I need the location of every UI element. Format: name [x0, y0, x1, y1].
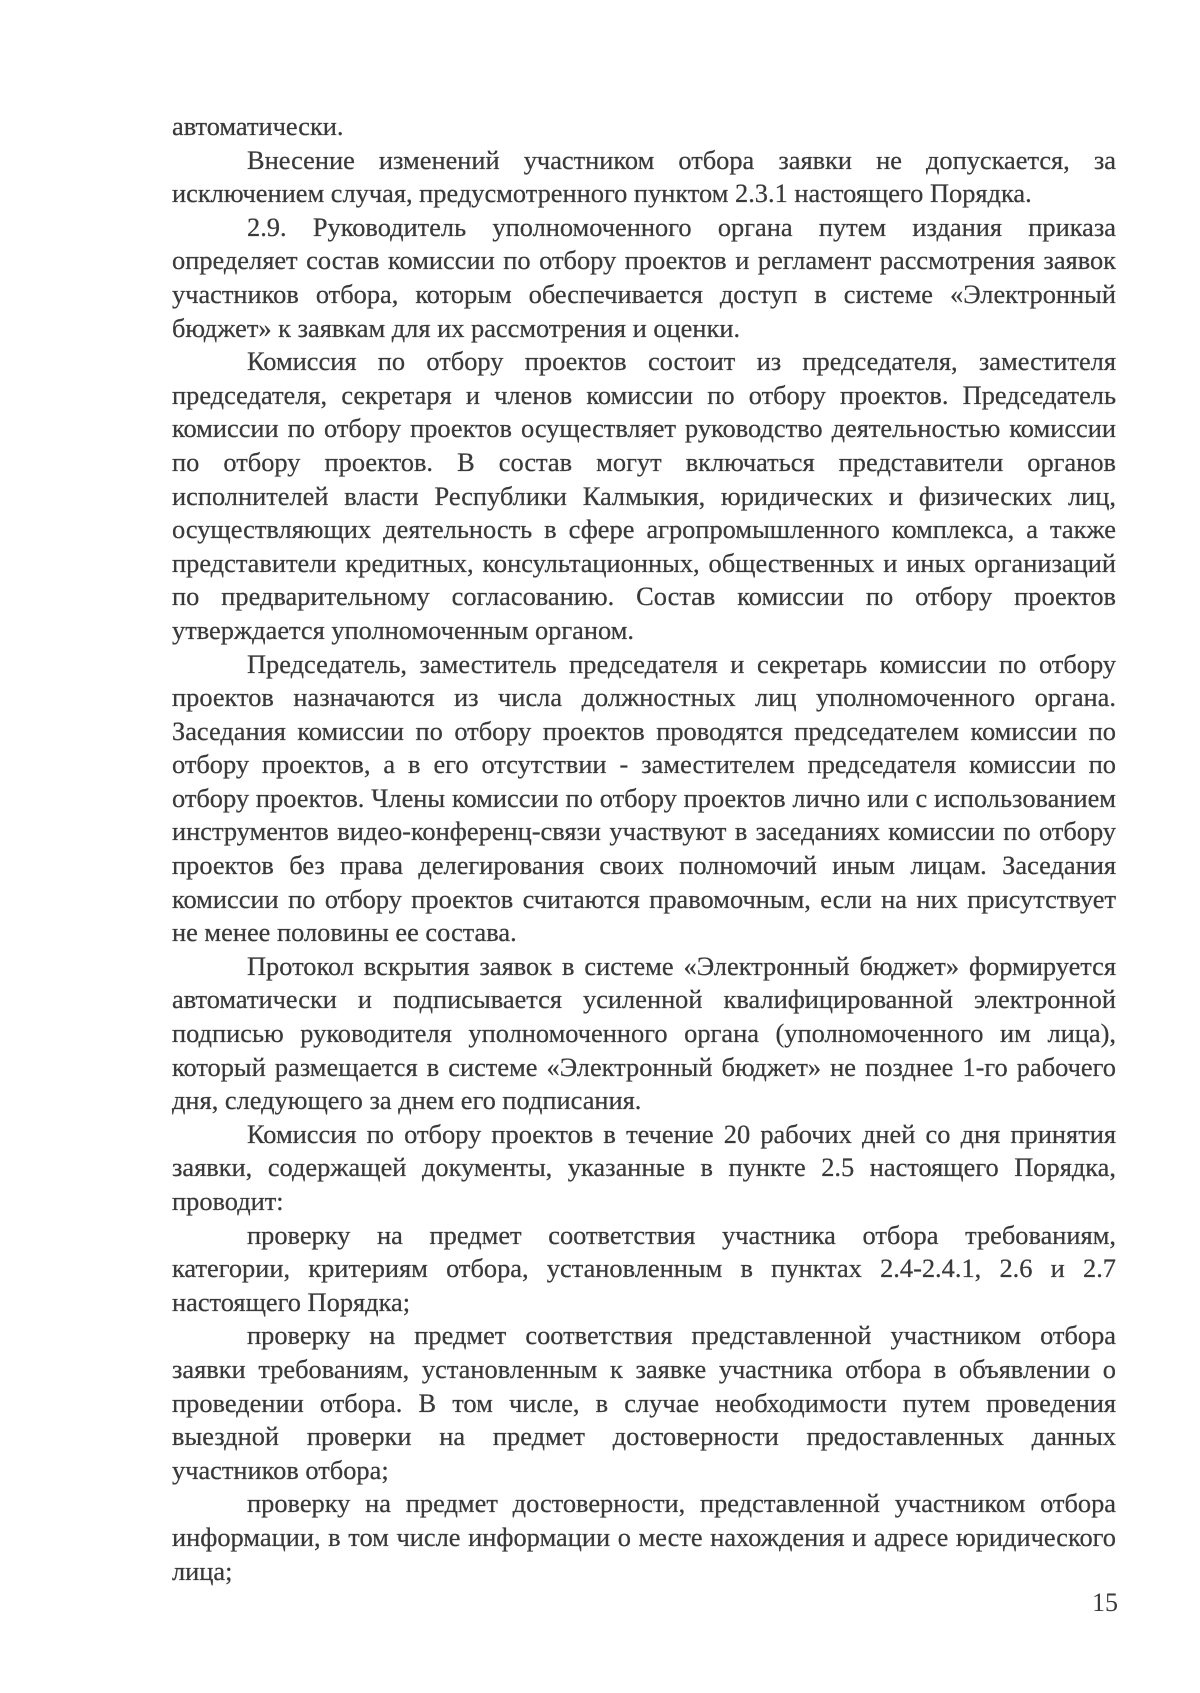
document-body — [172, 110, 1116, 1588]
page-number: 15 — [1092, 1588, 1118, 1617]
paragraph: Комиссия по отбору проектов в течение 20 рабочих дней со дня принятия заявки, содержащей документы, указанные в пункте 2.5 настоящего Порядка, проводит: — [172, 1118, 1116, 1216]
paragraph: проверку на предмет соответствия представленной участником отбора заявки требованиям, установленным к заявке участника отбора в объявлении о проведении отбора. В том числе, в случае необходимости путем проведения выездной проверки на предмет достоверности предоставленных данных участников отбора; — [172, 1320, 1116, 1485]
paragraph: проверку на предмет достоверности, представленной участником отбора информации, в том числе информации о месте нахождения и адресе юридического лица; — [172, 1488, 1116, 1586]
paragraph: Протокол вскрытия заявок в системе «Электронный бюджет» формируется автоматически и подписывается усиленной квалифицированной электронной подписью руководителя уполномоченного органа (уполномоченного им лица), который размещается в системе «Электронный бюджет» не позднее 1-го рабочего дня, следующего за днем его подписания. — [172, 950, 1116, 1116]
paragraph: Внесение изменений участником отбора заявки не допускается, за исключением случая, предусмотренного пунктом 2.3.1 настоящего Порядка. — [172, 144, 1116, 209]
paragraph: Комиссия по отбору проектов состоит из председателя, заместителя председателя, секретаря и членов комиссии по отбору проектов. Председатель комиссии по отбору проектов осуществляет руководство деятельностью комиссии по отбору проектов. В состав могут включаться представители органов исполнителей власти Республики Калмыкия, юридических и физических лиц, осуществляющих деятельность в сфере агропромышленного комплекса, а также представители кредитных, консультационных, общественных и иных организаций по предварительному согласованию. Состав комиссии по отбору проектов утверждается уполномоченным органом. — [172, 346, 1116, 645]
paragraph: автоматически. — [172, 111, 344, 141]
paragraph: 2.9. Руководитель уполномоченного органа путем издания приказа определяет состав комиссии по отбору проектов и регламент рассмотрения заявок участников отбора, которым обеспечивается доступ в системе «Электронный бюджет» к заявкам для их рассмотрения и оценки. — [172, 211, 1116, 343]
paragraph: Председатель, заместитель председателя и секретарь комиссии по отбору проектов назначаются из числа должностных лиц уполномоченного органа. Заседания комиссии по отбору проектов проводятся председателем комиссии по отбору проектов, а в его отсутствии - заместителем председателя комиссии по отбору проектов. Члены комиссии по отбору проектов лично или с использованием инструментов видео-конференц-связи участвуют в заседаниях комиссии по отбору проектов без права делегирования своих полномочий иным лицам. Заседания комиссии по отбору проектов считаются правомочным, если на них присутствует не менее половины ее состава. — [172, 648, 1116, 948]
paragraph: проверку на предмет соответствия участника отбора требованиям, категории, критериям отбора, установленным в пунктах 2.4-2.4.1, 2.6 и 2.7 настоящего Порядка; — [172, 1219, 1116, 1317]
